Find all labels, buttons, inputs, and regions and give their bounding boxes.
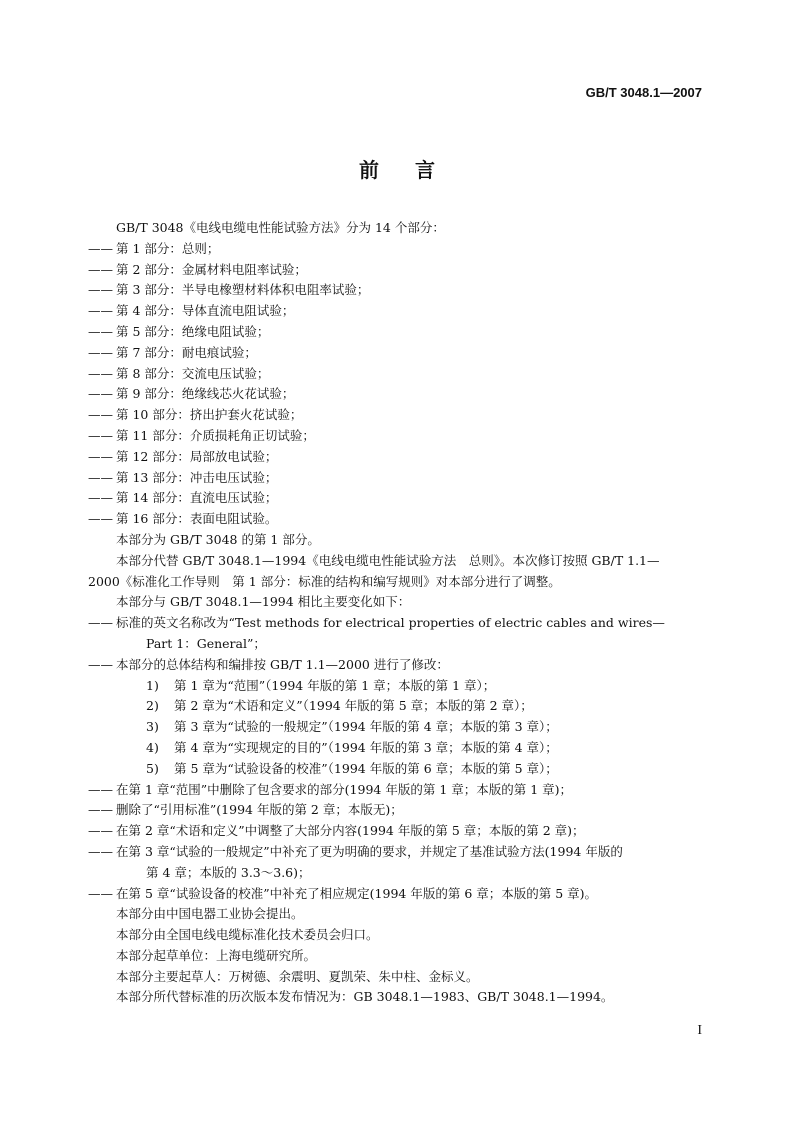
structure-list-item: 1) 第 1 章为“范围”（1994 年版的第 1 章；本版的第 1 章）； <box>146 677 496 693</box>
part-list-item: —— 第 9 部分：绝缘线芯火花试验； <box>88 386 295 402</box>
part-list-item: —— 第 2 部分：金属材料电阻率试验； <box>88 261 307 277</box>
centralized-by: 本部分由全国电线电缆标准化技术委员会归口。 <box>116 927 379 943</box>
intro-paragraph: GB/T 3048《电线电缆电性能试验方法》分为 14 个部分： <box>116 220 445 235</box>
part-list-item: —— 第 13 部分：冲击电压试验； <box>88 469 278 485</box>
part-list-item: —— 第 14 部分：直流电压试验； <box>88 490 278 506</box>
part-list-item: —— 第 16 部分：表面电阻试验。 <box>88 511 278 527</box>
drafters: 本部分主要起草人：万树德、余震明、夏凯荣、朱中柱、金标义。 <box>116 968 479 984</box>
change-item: —— 在第 3 章“试验的一般规定”中补充了更为明确的要求，并规定了基准试验方法(1994 年版的 <box>88 843 623 859</box>
page-number: I <box>697 1023 702 1038</box>
part-statement: 本部分为 GB/T 3048 的第 1 部分。 <box>116 531 320 547</box>
structure-list-item: 3) 第 3 章为“试验的一般规定”（1994 年版的第 4 章；本版的第 3 章）； <box>146 719 558 735</box>
change-item: —— 本部分的总体结构和编排按 GB/T 1.1—2000 进行了修改： <box>88 656 449 672</box>
version-history: 本部分所代替标准的历次版本发布情况为：GB 3048.1—1983、GB/T 3048.1—1994。 <box>116 989 614 1005</box>
part-list-item: —— 第 8 部分：交流电压试验； <box>88 365 270 381</box>
proposed-by: 本部分由中国电器工业协会提出。 <box>116 906 304 922</box>
part-list-item: —— 第 1 部分：总则； <box>88 240 220 256</box>
part-list-item: —— 第 3 部分：半导电橡塑材料体积电阻率试验； <box>88 282 370 298</box>
change-item: —— 在第 2 章“术语和定义”中调整了大部分内容(1994 年版的第 5 章；本版的第 2 章)； <box>88 823 585 839</box>
change-item-continuation: 第 4 章；本版的 3.3～3.6)； <box>146 864 311 880</box>
replaces-paragraph-line2: 2000《标准化工作导则 第 1 部分：标准的结构和编写规则》对本部分进行了调整。 <box>88 573 561 589</box>
part-list-item: —— 第 10 部分：挤出护套火花试验； <box>88 407 303 423</box>
structure-list-item: 4) 第 4 章为“实现规定的目的”（1994 年版的第 3 章；本版的第 4 章）； <box>146 739 558 755</box>
structure-list-item: 5) 第 5 章为“试验设备的校准”（1994 年版的第 6 章；本版的第 5 章）； <box>146 760 558 776</box>
part-list-item: —— 第 12 部分：局部放电试验； <box>88 448 278 464</box>
part-list-item: —— 第 11 部分：介质损耗角正切试验； <box>88 427 315 443</box>
changes-intro: 本部分与 GB/T 3048.1—1994 相比主要变化如下： <box>116 594 411 610</box>
change-item: —— 在第 1 章“范围”中删除了包含要求的部分(1994 年版的第 1 章；本版的第 1 章)； <box>88 781 573 797</box>
part-list-item: —— 第 5 部分：绝缘电阻试验； <box>88 323 270 339</box>
change-item: —— 删除了“引用标准”(1994 年版的第 2 章；本版无)； <box>88 802 403 818</box>
document-body <box>88 218 706 1008</box>
drafting-unit: 本部分起草单位：上海电缆研究所。 <box>116 947 317 963</box>
change-item: —— 在第 5 章“试验设备的校准”中补充了相应规定(1994 年版的第 6 章；本版的第 5 章)。 <box>88 885 598 901</box>
standard-code: GB/T 3048.1—2007 <box>585 85 702 100</box>
part-list-item: —— 第 7 部分：耐电痕试验； <box>88 344 257 360</box>
change-item: —— 标准的英文名称改为“Test methods for electrical properties of electric cables and wires— <box>88 615 665 631</box>
structure-list-item: 2) 第 2 章为“术语和定义”（1994 年版的第 5 章；本版的第 2 章）； <box>146 698 533 714</box>
replaces-paragraph-line1: 本部分代替 GB/T 3048.1—1994《电线电缆电性能试验方法 总则》。本次修订按照 GB/T 1.1— <box>116 552 660 568</box>
part-list-item: —— 第 4 部分：导体直流电阻试验； <box>88 303 295 319</box>
change-item-continuation: Part 1：General”； <box>146 635 266 651</box>
page-title: 前言 <box>359 158 471 182</box>
